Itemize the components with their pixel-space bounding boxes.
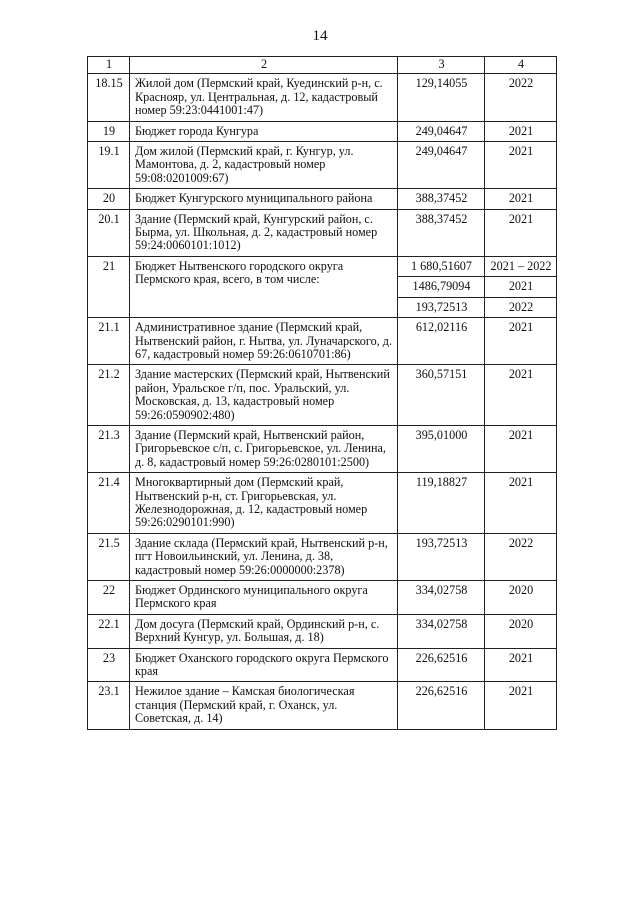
row-year-2022: 2022 [485, 297, 557, 317]
row-description: Здание склада (Пермский край, Нытвенский р-н, пгт Новоильинский, ул. Ленина, д. 38, кадастровый номер 59:26:0000000:2378) [130, 533, 398, 580]
row-amount: 334,02758 [398, 581, 485, 615]
row-description: Бюджет Нытвенского городского округа Пермского края, всего, в том числе: [130, 256, 398, 317]
table-row [88, 648, 557, 682]
row-amount: 360,57151 [398, 365, 485, 426]
row-amount-2022: 193,72513 [398, 297, 485, 317]
table-row [88, 121, 557, 141]
row-description: Бюджет Оханского городского округа Пермского края [130, 648, 398, 682]
row-amount: 334,02758 [398, 614, 485, 648]
row-amount: 129,14055 [398, 74, 485, 121]
row-number: 19 [88, 121, 130, 141]
row-year: 2022 [485, 74, 557, 121]
row-amount: 226,62516 [398, 682, 485, 729]
row-number: 21 [88, 256, 130, 317]
row-number: 21.4 [88, 473, 130, 534]
row-year: 2021 [485, 425, 557, 472]
row-amount: 249,04647 [398, 121, 485, 141]
row-description: Бюджет города Кунгура [130, 121, 398, 141]
row-number: 20.1 [88, 209, 130, 256]
row-description: Дом досуга (Пермский край, Ординский р-н, с. Верхний Кунгур, ул. Большая, д. 18) [130, 614, 398, 648]
row-year: 2021 [485, 473, 557, 534]
table-row [88, 425, 557, 472]
table-row [88, 682, 557, 729]
row-year: 2021 [485, 365, 557, 426]
row-description: Жилой дом (Пермский край, Куединский р-н, с. Краснояр, ул. Центральная, д. 12, кадастровый номер 59:23:0441001:47) [130, 74, 398, 121]
row-year: 2021 [485, 209, 557, 256]
row-number: 22.1 [88, 614, 130, 648]
allocation-table [87, 56, 557, 730]
table-row [88, 318, 557, 365]
row-year-2021: 2021 [485, 277, 557, 297]
row-number: 23.1 [88, 682, 130, 729]
table-row [88, 189, 557, 209]
row-year: 2021 [485, 318, 557, 365]
row-description: Многоквартирный дом (Пермский край, Нытвенский р-н, ст. Григорьевская, ул. Железнодорожная, д. 12, кадастровый номер 59:26:0290101:990) [130, 473, 398, 534]
row-number: 23 [88, 648, 130, 682]
row-amount: 249,04647 [398, 142, 485, 189]
header-col-1: 1 [88, 57, 130, 74]
table-row [88, 581, 557, 615]
table-row [88, 142, 557, 189]
row-number: 22 [88, 581, 130, 615]
row-description: Здание (Пермский край, Нытвенский район, Григорьевское с/п, с. Григорьевское, ул. Ленина, д. 8, кадастровый номер 59:26:0280101:2500) [130, 425, 398, 472]
row-number: 21.5 [88, 533, 130, 580]
row-year: 2021 [485, 189, 557, 209]
row-description: Дом жилой (Пермский край, г. Кунгур, ул. Мамонтова, д. 2, кадастровый номер 59:08:0201009:67) [130, 142, 398, 189]
row-amount: 388,37452 [398, 209, 485, 256]
row-amount-total: 1 680,51607 [398, 256, 485, 276]
row-number: 21.3 [88, 425, 130, 472]
row-number: 18.15 [88, 74, 130, 121]
row-amount: 119,18827 [398, 473, 485, 534]
row-number: 21.2 [88, 365, 130, 426]
row-amount: 388,37452 [398, 189, 485, 209]
row-description: Здание (Пермский край, Кунгурский район, с. Бырма, ул. Школьная, д. 2, кадастровый номер 59:24:0060101:1012) [130, 209, 398, 256]
row-year-total: 2021 – 2022 [485, 256, 557, 276]
row-year: 2021 [485, 121, 557, 141]
header-col-3: 3 [398, 57, 485, 74]
row-number: 19.1 [88, 142, 130, 189]
row-number: 21.1 [88, 318, 130, 365]
header-col-4: 4 [485, 57, 557, 74]
table-row [88, 365, 557, 426]
table-row [88, 473, 557, 534]
row-year: 2020 [485, 581, 557, 615]
row-amount: 395,01000 [398, 425, 485, 472]
row-description: Бюджет Ординского муниципального округа Пермского края [130, 581, 398, 615]
row-description: Нежилое здание – Камская биологическая станция (Пермский край, г. Оханск, ул. Советская, д. 14) [130, 682, 398, 729]
row-amount-2021: 1486,79094 [398, 277, 485, 297]
row-description: Здание мастерских (Пермский край, Нытвенский район, Уральское г/п, пос. Уральский, ул. Московская, д. 13, кадастровый номер 59:26:0590902:480) [130, 365, 398, 426]
table-row [88, 614, 557, 648]
row-amount: 612,02116 [398, 318, 485, 365]
row-amount: 226,62516 [398, 648, 485, 682]
table-row [88, 533, 557, 580]
table-row [88, 209, 557, 256]
header-col-2: 2 [130, 57, 398, 74]
row-year: 2021 [485, 142, 557, 189]
table-row [88, 74, 557, 121]
table-row-21 [88, 256, 557, 276]
page-number: 14 [312, 28, 328, 44]
row-description: Административное здание (Пермский край, Нытвенский район, г. Нытва, ул. Луначарского, д. 67, кадастровый номер 59:26:0610701:86) [130, 318, 398, 365]
row-year: 2022 [485, 533, 557, 580]
row-year: 2021 [485, 682, 557, 729]
row-year: 2021 [485, 648, 557, 682]
table-header-row [88, 57, 557, 74]
row-year: 2020 [485, 614, 557, 648]
row-description: Бюджет Кунгурского муниципального района [130, 189, 398, 209]
row-number: 20 [88, 189, 130, 209]
row-amount: 193,72513 [398, 533, 485, 580]
